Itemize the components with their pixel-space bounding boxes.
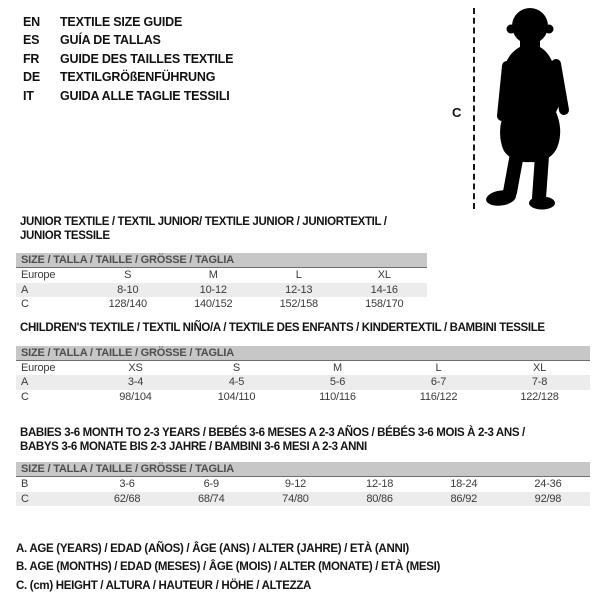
size-value-cell: M bbox=[333, 361, 342, 374]
size-value-cell: 110/116 bbox=[319, 390, 356, 403]
size-value-cell: 5-6 bbox=[329, 376, 346, 389]
size-value-cell: 3-4 bbox=[127, 376, 144, 389]
size-table-rows bbox=[16, 268, 427, 312]
row-label-cell: A bbox=[21, 283, 29, 296]
size-value-cell: 98/104 bbox=[119, 390, 152, 403]
size-value-cell: S bbox=[232, 361, 241, 374]
size-table-rows bbox=[16, 477, 590, 506]
size-value-cell: 86/92 bbox=[450, 492, 478, 505]
table-title bbox=[20, 216, 427, 243]
size-value-cell: 152/158 bbox=[279, 298, 318, 311]
size-value-cell: 18-24 bbox=[450, 478, 478, 490]
table-title-line: CHILDREN'S TEXTILE / TEXTIL NIÑO/A / TEXTILE DES ENFANTS / KINDERTEXTIL / BAMBINI TESSILE bbox=[20, 322, 545, 334]
table-row bbox=[16, 283, 427, 298]
table-row bbox=[16, 390, 590, 405]
language-title: TEXTILE SIZE GUIDE bbox=[60, 15, 183, 29]
size-value-cell: 10-12 bbox=[199, 283, 227, 296]
table-title-line: BABIES 3-6 MONTH TO 2-3 YEARS / BEBÉS 3-6 MESES A 2-3 AÑOS / BÉBÉS 3-6 MOIS À 2-3 ANS / bbox=[20, 427, 525, 439]
size-value-cell: S bbox=[124, 269, 132, 281]
size-value-cell: 128/140 bbox=[108, 298, 147, 311]
table-title-line: JUNIOR TEXTILE / TEXTIL JUNIOR/ TEXTILE JUNIOR / JUNIORTEXTIL / JUNIOR TESSILE bbox=[20, 216, 387, 242]
language-title: GUIDE DES TAILLES TEXTILE bbox=[60, 51, 234, 66]
height-marker-label: C bbox=[452, 105, 462, 120]
footnote-b: B. AGE (MONTHS) / EDAD (MESES) / ÂGE (MOIS) / ALTER (MONATE) / ETÀ (MESI) bbox=[16, 561, 441, 574]
size-value-cell: 104/110 bbox=[217, 390, 256, 403]
size-value-cell: 6-7 bbox=[430, 376, 447, 389]
language-code: EN bbox=[23, 15, 40, 29]
size-value-cell: L bbox=[435, 361, 442, 374]
row-label-cell: C bbox=[21, 390, 29, 403]
table-row bbox=[16, 268, 427, 283]
table-row bbox=[16, 492, 590, 507]
size-value-cell: 14-16 bbox=[370, 283, 398, 296]
children-size-table bbox=[16, 322, 590, 404]
row-label-cell: Europe bbox=[21, 361, 56, 374]
size-value-cell: 12-18 bbox=[366, 478, 394, 490]
table-row bbox=[16, 375, 590, 390]
language-code: FR bbox=[23, 51, 40, 66]
size-value-cell: 24-36 bbox=[534, 478, 562, 490]
size-value-cell: L bbox=[295, 269, 302, 281]
language-row bbox=[23, 31, 233, 49]
language-code: DE bbox=[23, 70, 40, 85]
size-table-rows bbox=[16, 361, 590, 405]
size-value-cell: XL bbox=[377, 269, 391, 281]
size-value-cell: 116/122 bbox=[419, 390, 458, 403]
row-label-cell: C bbox=[21, 492, 29, 505]
language-title-list bbox=[23, 13, 233, 105]
size-value-cell: 122/128 bbox=[520, 390, 559, 403]
toddler-silhouette-icon bbox=[484, 4, 596, 210]
size-value-cell: 158/170 bbox=[365, 298, 404, 311]
size-header-bar: SIZE / TALLA / TAILLE / GRÖSSE / TAGLIA bbox=[16, 346, 590, 361]
table-row bbox=[16, 477, 590, 492]
row-label-cell: B bbox=[21, 478, 29, 490]
size-value-cell: 80/86 bbox=[366, 492, 393, 505]
footnote-c: C. (cm) HEIGHT / ALTURA / HAUTEUR / HÖHE / ALTEZZA bbox=[16, 579, 312, 592]
table-row bbox=[16, 297, 427, 312]
size-value-cell: 92/98 bbox=[534, 492, 562, 505]
size-value-cell: 4-5 bbox=[228, 376, 245, 389]
size-value-cell: 68/74 bbox=[197, 492, 225, 505]
row-label-cell: Europe bbox=[21, 269, 56, 281]
footnote-a: A. AGE (YEARS) / EDAD (AÑOS) / ÂGE (ANS) / ALTER (JAHRE) / ETÀ (ANNI) bbox=[16, 543, 409, 555]
language-title: GUÍA DE TALLAS bbox=[60, 33, 161, 48]
size-value-cell: 6-9 bbox=[203, 478, 219, 490]
language-title: TEXTILGRÖßENFÜHRUNG bbox=[60, 70, 216, 85]
size-header-bar: SIZE / TALLA / TAILLE / GRÖSSE / TAGLIA bbox=[16, 462, 590, 477]
language-row bbox=[23, 50, 233, 68]
size-header-bar: SIZE / TALLA / TAILLE / GRÖSSE / TAGLIA bbox=[16, 253, 427, 268]
language-row bbox=[23, 87, 233, 105]
size-value-cell: 3-6 bbox=[119, 478, 135, 490]
size-value-cell: 74/80 bbox=[282, 492, 309, 505]
size-value-cell: M bbox=[208, 269, 218, 281]
table-title-line: BABYS 3-6 MONATE BIS 2-3 JAHRE / BAMBINI 3-6 MESI A 2-3 ANNI bbox=[20, 440, 367, 453]
table-title bbox=[20, 322, 590, 336]
row-label-cell: A bbox=[21, 376, 29, 389]
table-row bbox=[16, 361, 590, 376]
size-value-cell: 8-10 bbox=[117, 283, 139, 296]
language-code: IT bbox=[23, 88, 34, 103]
babies-size-table bbox=[16, 427, 590, 506]
language-code: ES bbox=[23, 33, 40, 48]
language-row bbox=[23, 13, 233, 31]
row-label-cell: C bbox=[21, 298, 29, 311]
table-title bbox=[20, 427, 590, 454]
size-value-cell: 140/152 bbox=[194, 298, 233, 311]
height-measure-dashed-line-icon bbox=[473, 8, 475, 209]
size-value-cell: 12-13 bbox=[285, 283, 313, 296]
size-value-cell: 62/68 bbox=[113, 492, 141, 505]
size-value-cell: 9-12 bbox=[284, 478, 307, 490]
footnotes bbox=[16, 540, 440, 595]
size-value-cell: 7-8 bbox=[531, 376, 548, 389]
size-value-cell: XS bbox=[128, 361, 143, 374]
junior-size-table bbox=[16, 216, 427, 312]
size-value-cell: XL bbox=[532, 361, 547, 374]
language-row bbox=[23, 68, 233, 86]
language-title: GUIDA ALLE TAGLIE TESSILI bbox=[60, 88, 230, 103]
